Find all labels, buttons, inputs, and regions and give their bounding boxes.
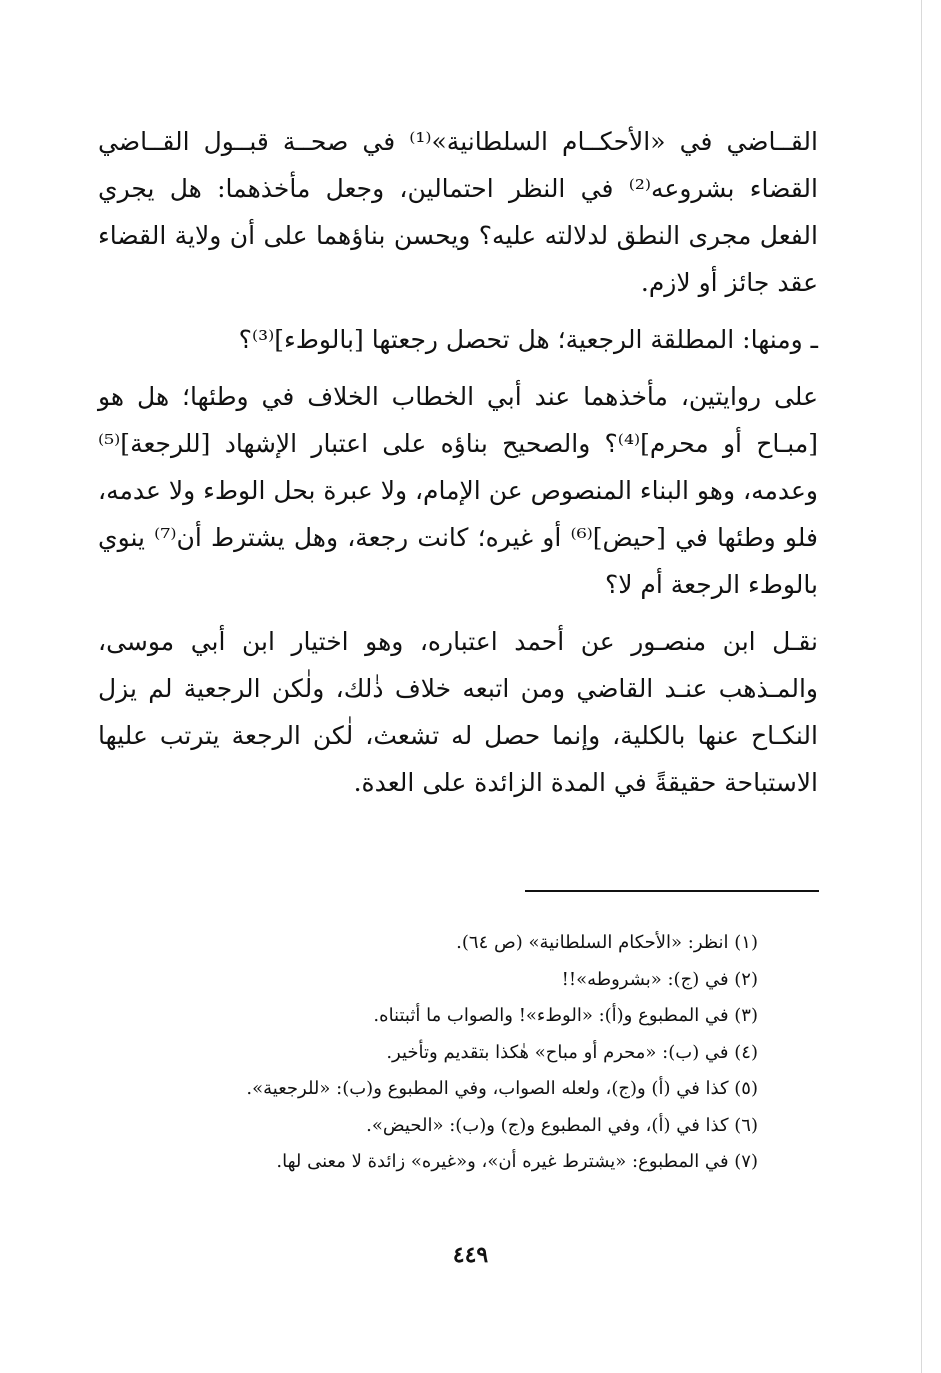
footnote-4: (٤) في (ب): «محرم أو مباح» هٰكذا بتقديم وتأخير. <box>386 1041 758 1063</box>
footnote-1: (١) انظر: «الأحكام السلطانية» (ص ٦٤). <box>456 932 758 953</box>
paragraph-1: القــاضي في «الأحكــام السلطانية»⁽¹⁾ في صحــة قبــول القــاضي القضاء بشروعه⁽²⁾ في النظر احتمالين، وجعل مأخذهما: هل يجري الفعل مجرى النطق لدلالته عليه؟ ويحسن بناؤهما على أن ولاية القضاء عقد جائز أو لازم. <box>98 127 818 297</box>
footnote-7: (٧) في المطبوع: «يشترط غيره أن»، و«غيره» زائدة لا معنى لها. <box>276 1151 758 1172</box>
footnote-separator <box>525 890 819 892</box>
footnote-6: (٦) كذا في (أ)، وفي المطبوع و(ج) و(ب): «الحيض». <box>366 1114 758 1136</box>
footnote-2: (٢) في (ج): «بشروطه»!! <box>561 968 758 990</box>
footnote-5: (٥) كذا في (أ) و(ج)، ولعله الصواب، وفي المطبوع و(ب): «للرجعية». <box>246 1078 758 1099</box>
paragraph-3: على روايتين، مأخذهما عند أبي الخطاب الخلاف في وطئها؛ هل هو [مبـاح أو محرم]⁽⁴⁾؟ والصحيح بناؤه على اعتبار الإشهاد [للرجعة]⁽⁵⁾ وعدمه، وهو البناء المنصوص عن الإمام، ولا عبرة بحل الوطء ولا عدمه، فلو وطئها في [حيض]⁽⁶⁾ أو غيره؛ كانت رجعة، وهل يشترط أن⁽⁷⁾ ينوي بالوطء الرجعة أم لا؟ <box>98 382 818 599</box>
scan-edge-line <box>921 0 922 1373</box>
footnote-3: (٣) في المطبوع و(أ): «الوطء»! والصواب ما أثبتناه. <box>373 1005 758 1026</box>
paragraph-4: نقـل ابن منصـور عن أحمد اعتباره، وهو اختيار ابن أبي موسى، والمـذهب عنـد القاضي ومن اتبعه خلاف ذٰلك، ولٰكن الرجعية لم يزل النكـاح عنها بالكلية، وإنما حصل له تشعث، لٰكن الرجعة يترتب عليها الاستباحة حقيقةً في المدة الزائدة على العدة. <box>98 627 818 797</box>
footnotes <box>98 925 758 1181</box>
page-number: ٤٤٩ <box>452 1242 489 1268</box>
paragraph-2: ـ ومنها: المطلقة الرجعية؛ هل تحصل رجعتها [بالوطء]⁽³⁾؟ <box>238 325 818 354</box>
main-text <box>98 118 818 816</box>
